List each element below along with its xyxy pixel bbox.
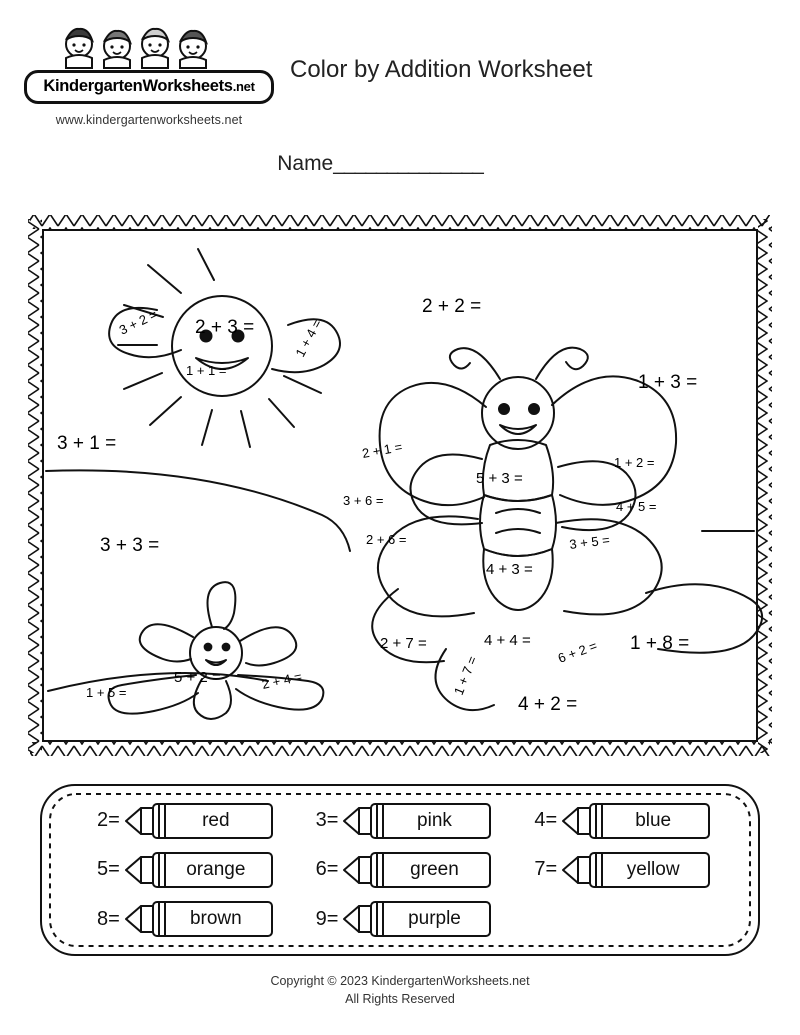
problem-leaf-left: 2 + 7 = [380, 635, 427, 652]
name-label: Name [277, 152, 334, 175]
problem-sky-top: 2 + 2 = [422, 296, 482, 317]
problem-butterfly-body-2: 4 + 4 = [484, 632, 531, 649]
problem-butterfly-wing-ur2: 4 + 5 = [616, 499, 657, 514]
problem-sky-left: 3 + 1 = [57, 433, 117, 454]
problem-butterfly-body-1: 4 + 3 = [486, 561, 533, 578]
problem-grass-bottom: 4 + 2 = [518, 694, 578, 715]
problem-sun-mouth: 1 + 1 = [186, 363, 227, 378]
problem-flower-petal-left: 1 + 5 = [86, 685, 127, 700]
legend-number: 7= [534, 858, 558, 881]
page-title: Color by Addition Worksheet [290, 56, 593, 83]
legend-color-name: purple [408, 908, 461, 930]
legend-number: 8= [97, 907, 120, 930]
site-url: www.kindergartenworksheets.net [55, 113, 243, 127]
crayon-icon [560, 801, 712, 841]
problem-flower-petal-right: 2 + 4 = [260, 668, 304, 692]
rights-text: All Rights Reserved [345, 992, 455, 1007]
legend-item-8 [72, 899, 291, 939]
crayon-icon [123, 899, 275, 939]
legend-number: 5= [97, 858, 120, 881]
legend-item-9 [291, 899, 510, 939]
logo-text: KindergartenWorksheets [43, 77, 233, 95]
legend-color-name: red [202, 809, 230, 831]
kids-illustration-icon [44, 24, 254, 76]
legend-color-name: orange [186, 858, 246, 880]
problem-flower-center: 5 + 2 = [174, 669, 221, 686]
legend-color-name: green [410, 858, 459, 880]
legend-number: 3= [315, 809, 339, 832]
legend-item-2 [72, 801, 291, 841]
problem-butterfly-wing-ur: 1 + 2 = [614, 455, 655, 470]
legend-number: 6= [315, 858, 339, 881]
problem-sun-wing-right: 1 + 4 = [292, 316, 325, 360]
crayon-icon [341, 850, 493, 890]
page-header [0, 18, 800, 138]
page-footer [0, 972, 800, 1008]
legend-item-7 [509, 850, 728, 890]
site-logo[interactable] [24, 24, 274, 127]
legend-item-5 [72, 850, 291, 890]
legend-color-name: blue [635, 809, 672, 831]
crayon-icon [560, 850, 712, 890]
problem-leaf-bottom: 1 + 7 = [450, 653, 480, 698]
picture-svg [26, 213, 774, 758]
color-key-legend [38, 782, 762, 958]
crayon-icon [123, 850, 275, 890]
coloring-picture [26, 213, 774, 758]
problem-butterfly-wing-ul2: 3 + 6 = [343, 493, 384, 508]
problem-butterfly-wing-ul: 2 + 1 = [360, 439, 404, 461]
problem-sky-right: 1 + 3 = [638, 372, 698, 393]
legend-number: 4= [534, 809, 558, 832]
legend-color-name: pink [417, 809, 452, 831]
crayon-icon [341, 899, 493, 939]
name-field[interactable] [0, 152, 800, 176]
legend-number: 9= [315, 907, 339, 930]
problem-butterfly-wing-ll: 2 + 6 = [366, 532, 407, 547]
logo-banner [24, 70, 274, 104]
crayon-icon [123, 801, 275, 841]
legend-grid [72, 796, 728, 944]
ground-line [48, 673, 268, 691]
legend-item-6 [291, 850, 510, 890]
legend-item-3 [291, 801, 510, 841]
problem-sun-face: 2 + 3 = [195, 317, 255, 338]
problem-butterfly-wing-lr: 6 + 2 = [555, 637, 600, 666]
legend-item-4 [509, 801, 728, 841]
problem-butterfly-head: 5 + 3 = [476, 470, 523, 487]
hill-line [46, 470, 350, 551]
crayon-icon [341, 801, 493, 841]
logo-tld: .net [232, 79, 255, 94]
name-blank: ______________ [333, 152, 483, 175]
problem-butterfly-wing-mr: 3 + 5 = [568, 532, 611, 552]
legend-color-name: yellow [626, 858, 680, 880]
legend-number: 2= [97, 809, 120, 832]
problem-sun-wing-left: 3 + 2 = [116, 306, 160, 338]
problem-grass-right: 1 + 8 = [630, 633, 690, 654]
flower-figure [109, 582, 324, 719]
legend-color-name: brown [189, 908, 242, 930]
problem-hill: 3 + 3 = [100, 535, 160, 556]
copyright-text: Copyright © 2023 KindergartenWorksheets.net [270, 974, 530, 988]
